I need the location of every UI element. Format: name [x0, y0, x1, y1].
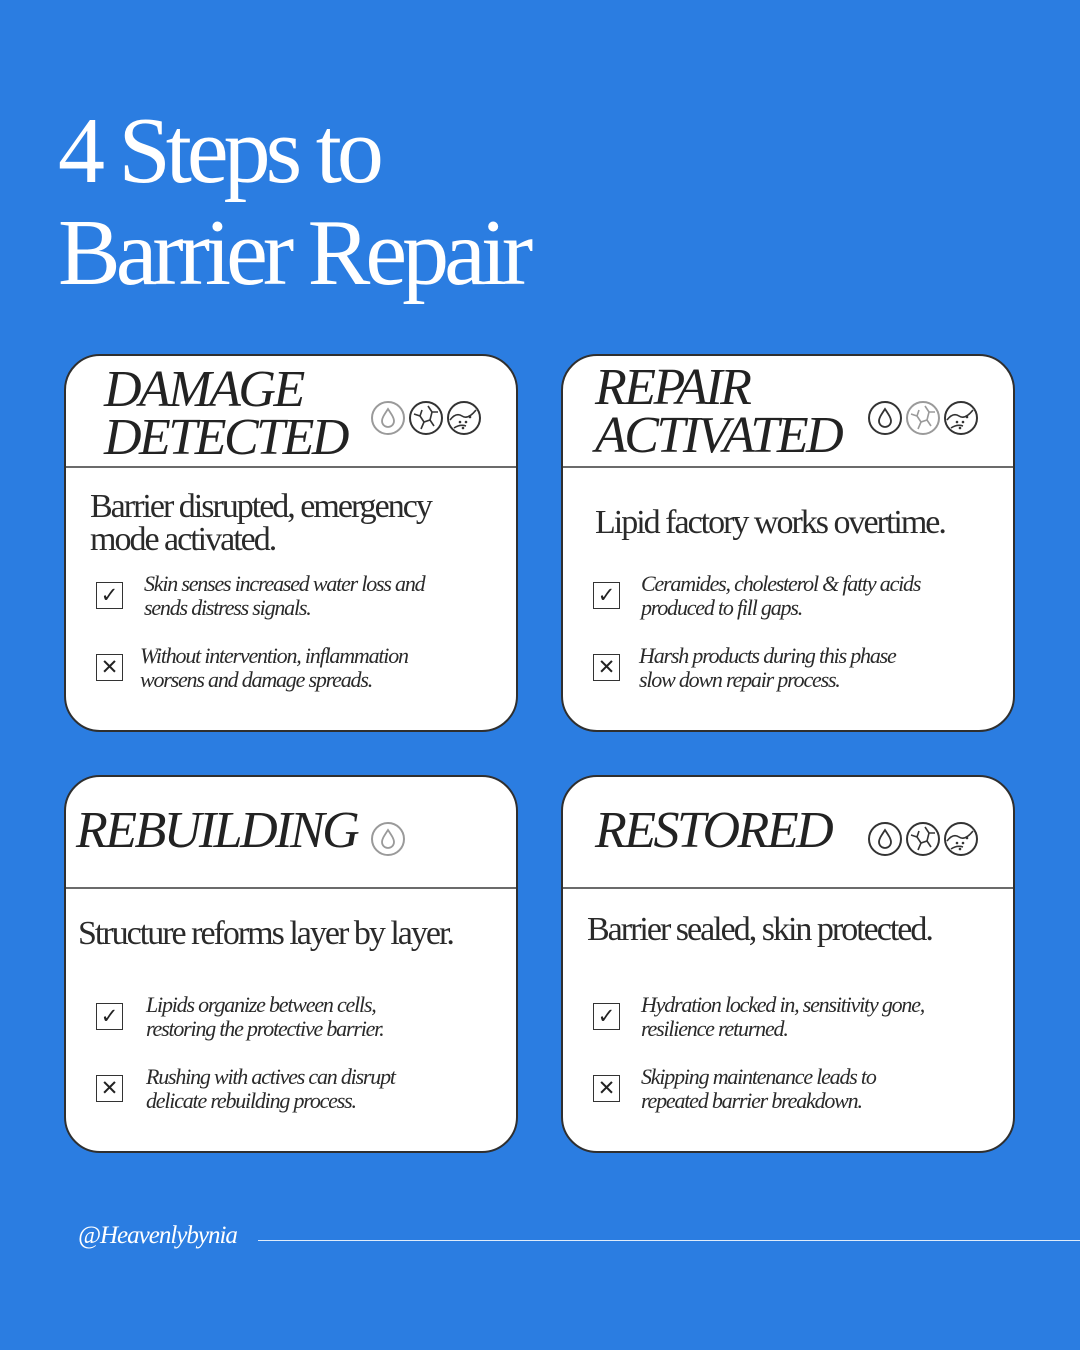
water-drop-icon	[867, 400, 903, 436]
card-header	[66, 356, 516, 468]
subtitle-line: Structure reforms layer by layer.	[78, 915, 453, 952]
icon-group	[370, 400, 482, 436]
card-subtitle	[587, 913, 932, 946]
cracked-skin-icon	[905, 821, 941, 857]
card-header	[66, 777, 516, 889]
item-line: Hydration locked in, sensitivity gone,	[641, 992, 925, 1017]
pore-texture-icon	[943, 400, 979, 436]
item-text	[140, 644, 460, 692]
item-text	[146, 993, 466, 1041]
card-title	[595, 359, 842, 464]
item-text	[146, 1065, 466, 1113]
page-title	[58, 100, 528, 304]
checkbox-checked-icon: ✓	[593, 1003, 620, 1030]
item-line: sends distress signals.	[144, 595, 311, 620]
icon-group	[370, 821, 406, 857]
card-subtitle	[78, 917, 453, 950]
item-line: Skin senses increased water loss and	[144, 571, 425, 596]
item-line: restoring the protective barrier.	[146, 1016, 384, 1041]
item-line: resilience returned.	[641, 1016, 788, 1041]
item-line: delicate rebuilding process.	[146, 1088, 356, 1113]
card-title-line: RESTORED	[595, 802, 832, 859]
card-title-line: REBUILDING	[76, 802, 358, 859]
card-title-line: DAMAGE	[104, 361, 303, 418]
card-title-line: ACTIVATED	[595, 407, 842, 464]
card-title	[76, 802, 358, 859]
card-header	[563, 356, 1013, 468]
step-card-damage-detected	[64, 354, 518, 732]
checkbox-cross-icon: ✕	[96, 654, 123, 681]
icon-group	[867, 821, 979, 857]
item-line: Lipids organize between cells,	[146, 992, 376, 1017]
title-line-2: Barrier Repair	[58, 201, 529, 305]
card-subtitle	[90, 490, 431, 556]
icon-group	[867, 400, 979, 436]
item-line: Skipping maintenance leads to	[641, 1064, 876, 1089]
card-header	[563, 777, 1013, 889]
social-handle: @Heavenlybynia	[78, 1222, 237, 1249]
item-line: produced to fill gaps.	[641, 595, 802, 620]
water-drop-icon	[867, 821, 903, 857]
checkbox-cross-icon: ✕	[96, 1075, 123, 1102]
checkbox-checked-icon: ✓	[96, 1003, 123, 1030]
card-title-line: REPAIR	[595, 359, 750, 416]
card-subtitle	[595, 506, 945, 539]
pore-texture-icon	[943, 821, 979, 857]
card-title	[104, 361, 347, 466]
item-text	[641, 572, 961, 620]
pore-texture-icon	[446, 400, 482, 436]
step-card-rebuilding	[64, 775, 518, 1153]
checkbox-checked-icon: ✓	[96, 582, 123, 609]
item-text	[641, 1065, 961, 1113]
checkbox-cross-icon: ✕	[593, 1075, 620, 1102]
item-line: Ceramides, cholesterol & fatty acids	[641, 571, 921, 596]
item-text	[144, 572, 464, 620]
checkbox-cross-icon: ✕	[593, 654, 620, 681]
checkbox-checked-icon: ✓	[593, 582, 620, 609]
item-line: worsens and damage spreads.	[140, 667, 373, 692]
step-card-restored	[561, 775, 1015, 1153]
item-text	[641, 993, 961, 1041]
item-line: Without intervention, inflammation	[140, 643, 408, 668]
item-line: Harsh products during this phase	[639, 643, 896, 668]
footer-divider	[258, 1240, 1080, 1241]
subtitle-line: Barrier sealed, skin protected.	[587, 911, 932, 948]
cracked-skin-icon	[408, 400, 444, 436]
title-line-1: 4 Steps to	[58, 99, 379, 203]
item-line: Rushing with actives can disrupt	[146, 1064, 395, 1089]
subtitle-line: Barrier disrupted, emergency	[90, 488, 431, 525]
item-text	[639, 644, 959, 692]
item-line: slow down repair process.	[639, 667, 840, 692]
card-title-line: DETECTED	[104, 409, 347, 466]
card-title	[595, 802, 832, 859]
cracked-skin-icon	[905, 400, 941, 436]
subtitle-line: Lipid factory works overtime.	[595, 504, 945, 541]
water-drop-icon	[370, 400, 406, 436]
step-card-repair-activated	[561, 354, 1015, 732]
subtitle-line: mode activated.	[90, 521, 276, 558]
item-line: repeated barrier breakdown.	[641, 1088, 862, 1113]
water-drop-icon	[370, 821, 406, 857]
